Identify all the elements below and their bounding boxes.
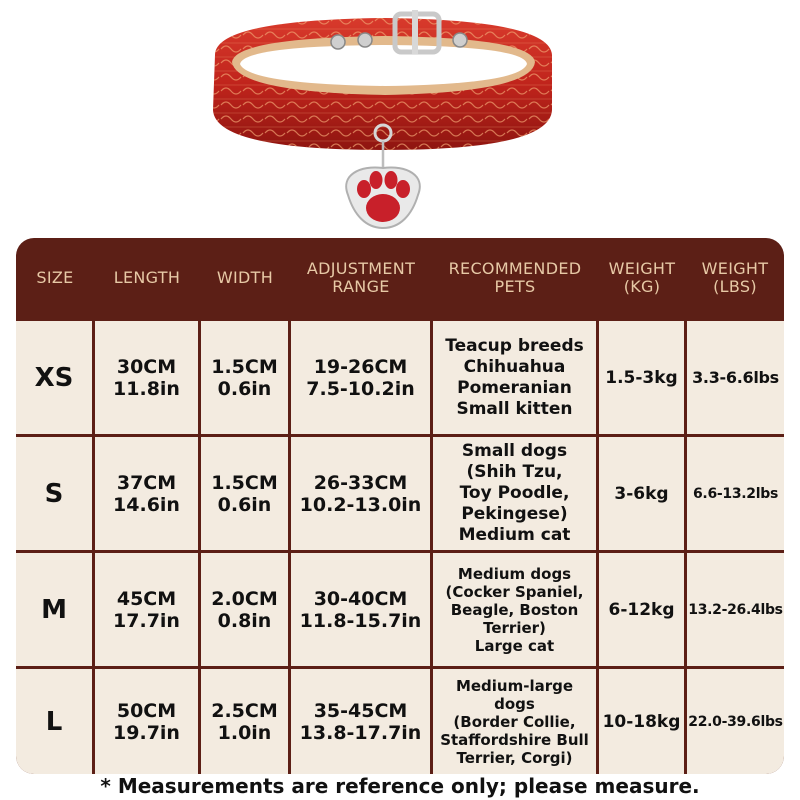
cell-weight-kg: 6-12kg xyxy=(599,553,684,666)
cell-weight-kg: 3-6kg xyxy=(599,437,684,550)
cell-recommended-pets: Teacup breeds Chihuahua Pomeranian Small kitten xyxy=(433,321,596,434)
cell-width: 1.5CM 0.6in xyxy=(201,437,288,550)
cell-weight-kg: 1.5-3kg xyxy=(599,321,684,434)
cell-weight-lbs: 6.6-13.2lbs xyxy=(687,437,784,550)
product-image xyxy=(0,0,800,240)
cell-length: 45CM 17.7in xyxy=(95,553,198,666)
cell-adjustment-range: 35-45CM 13.8-17.7in xyxy=(291,669,430,774)
cell-adjustment-range: 26-33CM 10.2-13.0in xyxy=(291,437,430,550)
measurement-footnote: * Measurements are reference only; please measure. xyxy=(100,774,700,798)
collar-illustration xyxy=(0,0,800,240)
cell-length: 30CM 11.8in xyxy=(95,321,198,434)
cell-recommended-pets: Small dogs (Shih Tzu, Toy Poodle, Pekingese) Medium cat xyxy=(433,437,596,550)
cell-size: M xyxy=(16,553,92,666)
cell-adjustment-range: 19-26CM 7.5-10.2in xyxy=(291,321,430,434)
cell-length: 37CM 14.6in xyxy=(95,437,198,550)
cell-recommended-pets: Medium-large dogs (Border Collie, Staffordshire Bull Terrier, Corgi) xyxy=(433,669,596,774)
header-length: LENGTH xyxy=(113,268,181,287)
cell-length: 50CM 19.7in xyxy=(95,669,198,774)
cell-adjustment-range: 30-40CM 11.8-15.7in xyxy=(291,553,430,666)
header-weight-kg: WEIGHT (KG) xyxy=(608,259,676,296)
size-chart-table xyxy=(16,238,784,774)
header-size: SIZE xyxy=(36,268,74,287)
cell-weight-lbs: 22.0-39.6lbs xyxy=(687,669,784,774)
header-adjustment-range: ADJUSTMENT RANGE xyxy=(306,259,416,296)
cell-width: 1.5CM 0.6in xyxy=(201,321,288,434)
cell-width: 2.5CM 1.0in xyxy=(201,669,288,774)
cell-width: 2.0CM 0.8in xyxy=(201,553,288,666)
cell-size: XS xyxy=(16,321,92,434)
table-header-row xyxy=(16,238,784,318)
header-recommended-pets: RECOMMENDED PETS xyxy=(448,259,582,296)
cell-size: L xyxy=(16,669,92,774)
cell-recommended-pets: Medium dogs (Cocker Spaniel, Beagle, Boston Terrier) Large cat xyxy=(433,553,596,666)
cell-size: S xyxy=(16,437,92,550)
table-body xyxy=(16,318,784,774)
cell-weight-lbs: 13.2-26.4lbs xyxy=(687,553,784,666)
cell-weight-lbs: 3.3-6.6lbs xyxy=(687,321,784,434)
header-width: WIDTH xyxy=(216,268,274,287)
header-weight-lbs: WEIGHT (LBS) xyxy=(701,259,769,296)
cell-weight-kg: 10-18kg xyxy=(599,669,684,774)
